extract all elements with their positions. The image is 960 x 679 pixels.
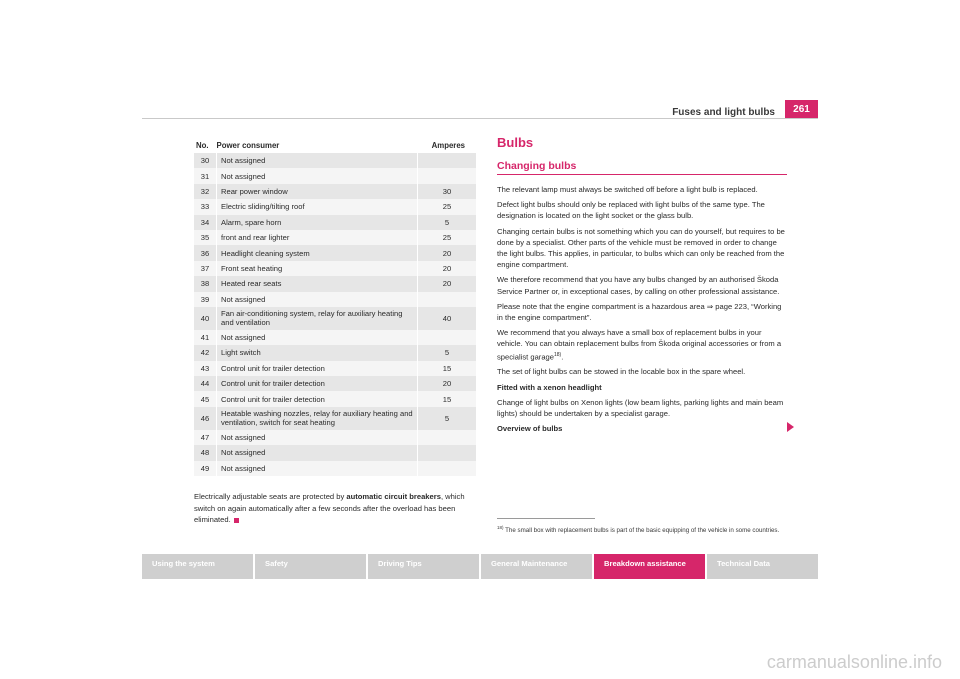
table-row [194,276,476,291]
power-consumer: Control unit for trailer detection [217,361,418,376]
power-consumer: Not assigned [217,168,418,183]
amperes-value [418,461,477,476]
table-row [194,230,476,245]
fuse-table-body [194,153,476,476]
fuse-number: 37 [194,261,217,276]
table-row [194,153,476,168]
power-consumer: Front seat heating [217,261,418,276]
table-row [194,307,476,330]
table-row [194,184,476,199]
footnote-ref[interactable]: 18) [554,351,562,358]
footnote [497,524,791,535]
power-consumer: Rear power window [217,184,418,199]
subsection-divider [497,174,787,175]
nav-breakdown-assistance[interactable]: Breakdown assistance [594,554,705,579]
amperes-value: 5 [418,345,477,360]
fuse-number: 41 [194,330,217,345]
col-header-no: No. [194,138,217,153]
power-consumer: Not assigned [217,330,418,345]
power-consumer: Alarm, spare horn [217,215,418,230]
fuse-number: 34 [194,215,217,230]
fuse-number: 47 [194,430,217,445]
nav-safety[interactable]: Safety [255,554,366,579]
xenon-heading: Fitted with a xenon headlight [497,382,602,392]
amperes-value: 15 [418,361,477,376]
note-bold-term: automatic circuit breakers [346,492,441,501]
fuse-number: 43 [194,361,217,376]
table-row [194,407,476,430]
overview-heading: Overview of bulbs [497,424,563,434]
page-number-badge: 261 [785,100,818,119]
amperes-value [418,430,477,445]
chapter-nav [142,554,818,579]
paragraph-6-end: . [561,352,564,362]
table-row [194,461,476,476]
table-row [194,261,476,276]
paragraph-2: Defect light bulbs should only be replaced with light bulbs of the same type. The designation is located on the light socket or the glass bulb. [497,200,765,221]
fuse-number: 45 [194,391,217,406]
power-consumer: Not assigned [217,430,418,445]
fuse-number: 36 [194,245,217,260]
amperes-value: 25 [418,199,477,214]
page-header-title: Fuses and light bulbs [672,107,775,118]
fuse-number: 49 [194,461,217,476]
table-row [194,345,476,360]
amperes-value: 20 [418,245,477,260]
amperes-value [418,445,477,460]
amperes-value: 20 [418,276,477,291]
fuse-number: 40 [194,307,217,330]
nav-using-the-system[interactable]: Using the system [142,554,253,579]
fuse-number: 44 [194,376,217,391]
watermark: carmanualsonline.info [766,652,942,672]
amperes-value: 15 [418,391,477,406]
nav-general-maintenance[interactable]: General Maintenance [481,554,592,579]
amperes-value [418,153,477,168]
paragraph-7: The set of light bulbs can be stowed in the locable box in the spare wheel. [497,367,746,377]
amperes-value: 40 [418,307,477,330]
nav-technical-data[interactable]: Technical Data [707,554,818,579]
amperes-value: 5 [418,407,477,430]
fuse-number: 35 [194,230,217,245]
power-consumer: Electric sliding/tilting roof [217,199,418,214]
amperes-value: 30 [418,184,477,199]
table-row [194,391,476,406]
power-consumer: Not assigned [217,153,418,168]
table-row [194,361,476,376]
power-consumer: Not assigned [217,292,418,307]
table-row [194,430,476,445]
power-consumer: Light switch [217,345,418,360]
amperes-value: 5 [418,215,477,230]
fuse-number: 31 [194,168,217,183]
power-consumer: Heated rear seats [217,276,418,291]
table-row [194,215,476,230]
table-row [194,199,476,214]
power-consumer: Headlight cleaning system [217,245,418,260]
paragraph-1: The relevant lamp must always be switched off before a light bulb is replaced. [497,185,758,194]
amperes-value: 20 [418,376,477,391]
continue-arrow-icon[interactable] [787,422,794,432]
table-row [194,168,476,183]
note-text-end: , which switch on again automatically after a few seconds after the overload has been eliminated. [194,492,465,525]
footnote-divider [497,518,595,519]
amperes-value [418,292,477,307]
amperes-value [418,330,477,345]
paragraph-6 [497,327,789,362]
table-row [194,376,476,391]
fuse-number: 46 [194,407,217,430]
power-consumer: Control unit for trailer detection [217,376,418,391]
amperes-value [418,168,477,183]
fuse-number: 39 [194,292,217,307]
power-consumer: Heatable washing nozzles, relay for auxiliary heating and ventilation, switch for seat heating [217,407,418,430]
table-row [194,445,476,460]
subsection-title: Changing bulbs [497,160,577,172]
paragraph-6-text: We recommend that you always have a small box of replacement bulbs in your vehicle. You can obtain replacement bulbs from Škoda original accessories or from a specialist garage [497,328,782,362]
table-row [194,292,476,307]
col-header-consumer: Power consumer [217,138,418,153]
fuse-number: 32 [194,184,217,199]
header-divider [142,118,818,119]
amperes-value: 20 [418,261,477,276]
paragraph-5[interactable]: Please note that the engine compartment is a hazardous area ⇒ page 223, “Working in the engine compartment”. [497,301,782,323]
nav-driving-tips[interactable]: Driving Tips [368,554,479,579]
footnote-text: The small box with replacement bulbs is part of the basic equipping of the vehicle in some countries. [505,527,780,535]
section-title: Bulbs [497,135,534,150]
footnote-mark: 18) [497,525,504,530]
fuse-number: 30 [194,153,217,168]
power-consumer: front and rear lighter [217,230,418,245]
power-consumer: Fan air-conditioning system, relay for auxiliary heating and ventilation [217,307,418,330]
col-header-amperes: Amperes [418,138,477,153]
paragraph-4: We therefore recommend that you have any bulbs changed by an authorised Škoda Service Partner or, in exceptional cases, by calling on other professional assistance. [497,275,780,296]
fuse-table [194,138,476,476]
power-consumer: Not assigned [217,461,418,476]
fuse-number: 48 [194,445,217,460]
fuse-number: 42 [194,345,217,360]
paragraph-8: Change of light bulbs on Xenon lights (low beam lights, parking lights and main beam lights) should be undertaken by a specialist garage. [497,397,784,418]
amperes-value: 25 [418,230,477,245]
table-row [194,245,476,260]
bulbs-body [497,184,789,438]
paragraph-3: Changing certain bulbs is not something which you can do yourself, but requires to be done by a specialist. Other parts of the vehicle must be removed in order to change the light bulbs. This applies, in particular, to bulbs which can only be reached from the engine compartment. [497,226,785,270]
fuse-number: 38 [194,276,217,291]
power-consumer: Not assigned [217,445,418,460]
note-text-start: Electrically adjustable seats are protected by [194,492,347,501]
table-row [194,330,476,345]
fuse-table-header [194,138,476,153]
section-end-marker [234,518,239,523]
circuit-breaker-note [194,491,478,526]
fuse-number: 33 [194,199,217,214]
power-consumer: Control unit for trailer detection [217,391,418,406]
